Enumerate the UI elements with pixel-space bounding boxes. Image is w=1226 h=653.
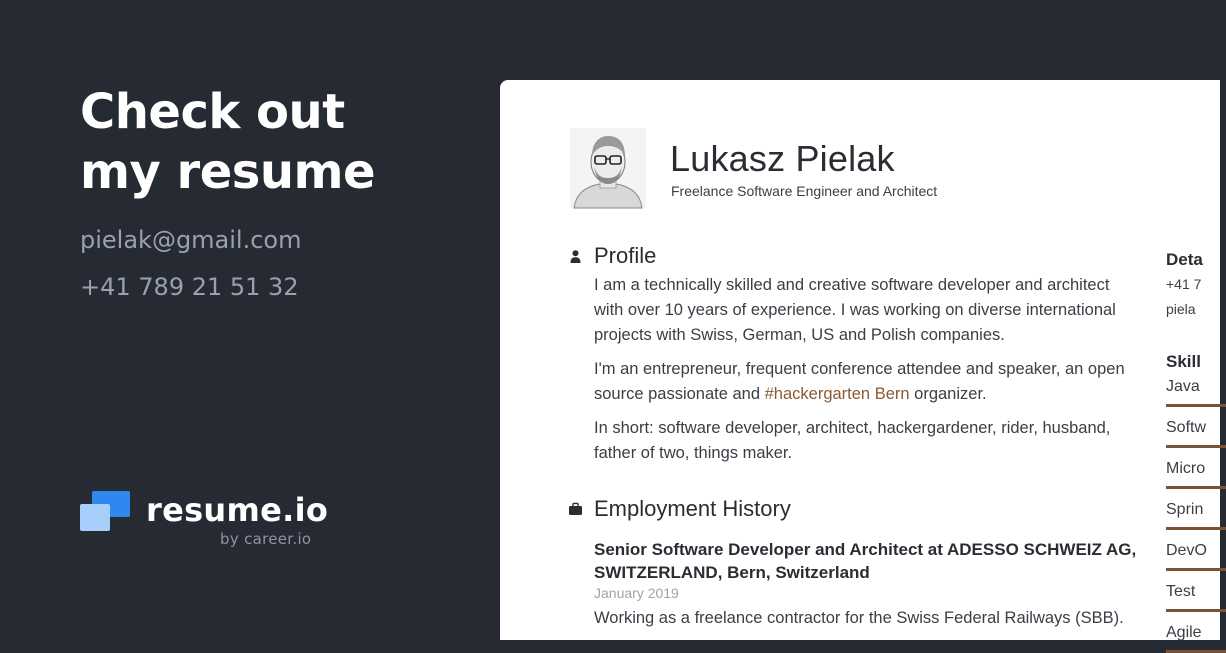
contact-phone[interactable]: +41 789 21 51 32 xyxy=(80,273,299,301)
profile-paragraph-3: In short: software developer, architect, hackergardener, rider, husband, father of two, things maker. xyxy=(594,419,1111,462)
details-email[interactable]: piela xyxy=(1166,301,1196,317)
resume-preview[interactable] xyxy=(500,80,1220,640)
resume-role: Freelance Software Engineer and Architect xyxy=(671,183,938,199)
profile-title: Profile xyxy=(594,243,657,268)
job-description: Working as a freelance contractor for the Swiss Federal Railways (SBB). xyxy=(594,609,1124,627)
skill-item: Java xyxy=(1166,378,1226,407)
briefcase-icon xyxy=(569,503,582,515)
skill-item: Softw xyxy=(1166,419,1226,448)
headline-line-2: my resume xyxy=(80,144,376,200)
skills-title: Skill xyxy=(1166,352,1201,371)
job-date: January 2019 xyxy=(594,585,679,601)
skill-item: Agile xyxy=(1166,624,1226,653)
skill-item: DevO xyxy=(1166,542,1226,571)
employment-title: Employment History xyxy=(594,496,791,521)
skill-item: Test xyxy=(1166,583,1226,612)
profile-paragraph-1: I am a technically skilled and creative software developer and architect with over 10 years of experience. I was working on diverse international projects with Swiss, German, US and Polish companies. xyxy=(594,276,1116,344)
skill-item: Sprin xyxy=(1166,501,1226,530)
contact-email[interactable]: pielak@gmail.com xyxy=(80,226,302,254)
brand-name: resume.io xyxy=(146,491,329,529)
hackergarten-link[interactable]: #hackergarten Bern xyxy=(764,385,910,403)
headline xyxy=(80,82,375,202)
job-title: Senior Software Developer and Architect at ADESSO SCHWEIZ AG, SWITZERLAND, Bern, Switzerland xyxy=(594,540,1137,582)
brand-subtitle: by career.io xyxy=(220,530,312,548)
details-title: Deta xyxy=(1166,250,1203,269)
person-icon xyxy=(570,250,581,263)
details-phone: +41 7 xyxy=(1166,276,1202,292)
avatar xyxy=(570,128,646,208)
resume-name: Lukasz Pielak xyxy=(670,138,895,179)
headline-line-1: Check out xyxy=(80,84,345,140)
profile-paragraph-2: I'm an entrepreneur, frequent conference attendee and speaker, an open source passionate and #hackergarten Bern organizer. xyxy=(594,360,1125,403)
resume-io-logo xyxy=(80,491,130,531)
skill-item: Micro xyxy=(1166,460,1226,489)
